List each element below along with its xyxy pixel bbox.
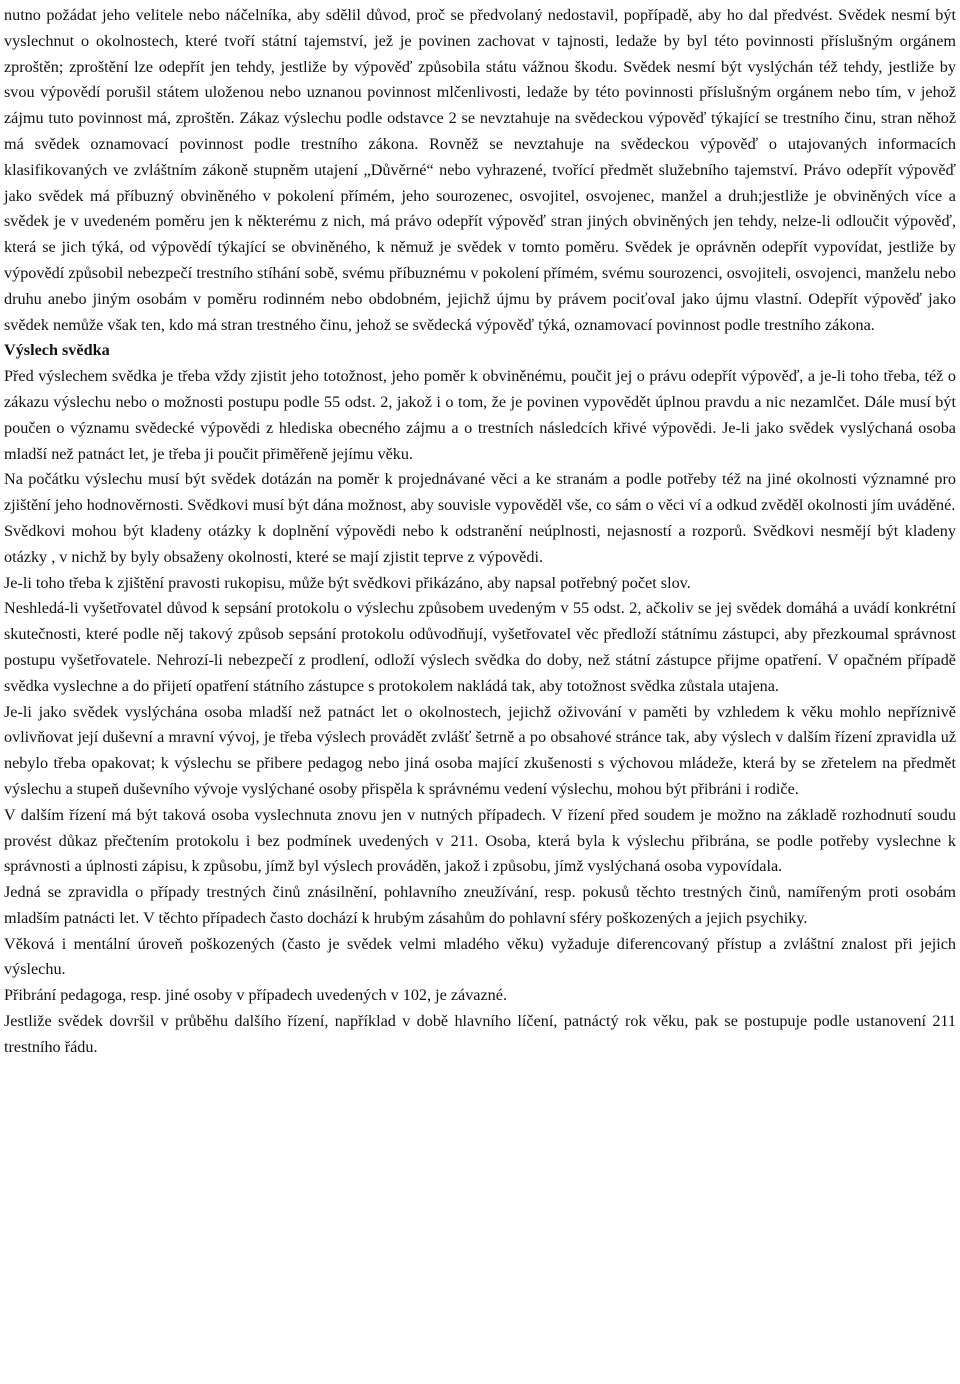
paragraph-handwriting: Je-li toho třeba k zjištění pravosti rukopisu, může být svědkovi přikázáno, aby napsal potřebný počet slov. xyxy=(4,573,691,592)
paragraph-age-fifteen: Jestliže svědek dovršil v průběhu dalšího řízení, například v době hlavního líčení, patnáctý rok věku, pak se postupuje podle ustanovení 211 trestního řádu. xyxy=(4,1012,956,1056)
paragraph-witness-duties: nutno požádat jeho velitele nebo náčelníka, aby sdělil důvod, proč se předvolaný nedostavil, popřípadě, aby ho dal předvést. Svědek nesmí být vyslechnut o okolnostech, které tvoří státní tajemství, jež je povinen zachovat v tajnosti, ledaže by byl této povinnosti příslušným orgánem zproštěn; zproštění lze odepřít jen tehdy, jestliže by výpověď způsobila státu vážnou škodu. Svědek nesmí být vyslýchán též tehdy, jestliže by svou výpovědí porušil státem uloženou nebo uznanou povinnost mlčenlivosti, ledaže by této povinnosti příslušným orgánem nebo tím, v jehož zájmu tuto povinnost má, zproštěn. Zákaz výslechu podle odstavce 2 se nevztahuje na svědeckou výpověď týkající se trestního činu, stran něhož má svědek oznamovací povinnost podle trestního zákona. Rovněž se nevztahuje na svědeckou výpověď o utajovaných informacích klasifikovaných ve zvláštním zákoně stupněm utajení „Důvěrné“ nebo vyhrazené, tvořící předmět služebního tajemství. Právo odepřít výpověď jako svědek má příbuzný obviněného v pokolení přímém, jeho sourozenec, osvojitel, osvojenec, manžel a druh;jestliže je obviněných více a svědek je v uvedeném poměru jen k některému z nich, má právo odepřít výpověď stran jiných obviněných jen tehdy, nelze-li odloučit výpověď, která se jich týká, od výpovědí týkající se obviněného, k němuž je svědek v tomto poměru. Svědek je oprávněn odepřít vypovídat, jestliže by výpovědí způsobil nebezpečí trestního stíhání sobě, svému příbuznému v pokolení přímém, svému sourozenci, osvojiteli, osvojenci, manželu nebo druhu anebo jiným osobám v poměru rodinném nebo obdobném, jejichž újmu by právem pociťoval jako újmu vlastní. Odepřít výpověď jako svědek nemůže však ten, kdo má stran trestného činu, jehož se svědecká výpověď týká, oznamovací povinnost podle trestního zákona. xyxy=(4,6,956,334)
paragraph-minor-witness: Je-li jako svědek vyslýchána osoba mladší než patnáct let o okolnostech, jejichž oživování v paměti by vzhledem k věku mohlo nepříznivě ovlivňovat její duševní a mravní vývoj, je třeba výslech provádět zvlášť šetrně a po obsahové stránce tak, aby výslech v dalším řízení zpravidla už nebylo třeba opakovat; k výslechu se přibere pedagog nebo jiná osoba mající zkušenosti s výchovou mládeže, která by se zřetelem na předmět výslechu a stupeň duševního vývoje vyslýchané osoby přispěla k správnému vedení výslechu, mohou být přibráni i rodiče. xyxy=(4,702,956,798)
section-heading: Výslech svědka xyxy=(4,341,110,360)
paragraph-questions: Svědkovi mohou být kladeny otázky k doplnění výpovědi nebo k odstranění neúplnosti, nejasností a rozporů. Svědkovi nesmějí být kladeny otázky , v nichž by byly obsaženy okolnosti, které se mají zjistit teprve z výpovědi. xyxy=(4,521,956,566)
paragraph-protocol: Neshledá-li vyšetřovatel důvod k sepsání protokolu o výslechu způsobem uvedeným v 55 odst. 2, ačkoliv se jej svědek domáhá a uvádí konkrétní skutečnosti, které podle něj takový způsob sepsání protokolu odůvodňují, vyšetřovatel věc předloží státnímu zástupci, aby přezkoumal správnost postupu vyšetřovatele. Nehrozí-li nebezpečí z prodlení, odloží výslech svědka do doby, než státní zástupce přijme opatření. V opačném případě svědka vyslechne a do přijetí opatření státního zástupce s protokolem nakládá tak, aby totožnost svědka zůstala utajena. xyxy=(4,599,956,695)
paragraph-pedagogue: Přibrání pedagoga, resp. jiné osoby v případech uvedených v 102, je závazné. xyxy=(4,986,507,1005)
paragraph-age-level: Věková i mentální úroveň poškozených (často je svědek velmi mladého věku) vyžaduje diferencovaný přístup a zvláštní znalost při jejich výslechu. xyxy=(4,934,956,979)
paragraph-typical-cases: Jedná se zpravidla o případy trestných činů znásilnění, pohlavního zneužívání, resp. pokusů těchto trestných činů, namířeným proti osobám mladším patnácti let. V těchto případech často dochází k hrubým zásahům do pohlavní sféry poškozených a jejich psychiky. xyxy=(4,883,956,927)
paragraph-start-of-hearing: Na počátku výslechu musí být svědek dotázán na poměr k projednávané věci a ke stranám a podle potřeby též na jiné okolnosti významné pro zjištění jeho hodnověrnosti. Svědkovi musí být dána možnost, aby souvisle vypověděl vše, co sám o věci ví a odkud zvěděl okolnosti jím uváděné. xyxy=(4,470,956,515)
paragraph-before-hearing: Před výslechem svědka je třeba vždy zjistit jeho totožnost, jeho poměr k obviněnému, poučit jej o právu odepřít výpověď, a je-li toho třeba, též o zákazu výslechu nebo o možnosti postupu podle 55 odst. 2, jakož i o tom, že je povinen vypovědět úplnou pravdu a nic nezamlčet. Dále musí být poučen o významu svědecké výpovědi z hlediska obecného zájmu a o trestních následcích křivé výpovědi. Je-li jako svědek vyslýchaná osoba mladší než patnáct let, je třeba ji poučit přiměřeně jejímu věku. xyxy=(4,367,956,463)
paragraph-further-proceedings: V dalším řízení má být taková osoba vyslechnuta znovu jen v nutných případech. V řízení před soudem je možno na základě rozhodnutí soudu provést důkaz přečtením protokolu i bez podmínek uvedených v 211. Osoba, která byla k výslechu přibrána, se podle potřeby vyslechne k správnosti a úplnosti zápisu, k způsobu, jímž byl výslech prováděn, jakož i způsobu, jímž vyslýchaná osoba vypovídala. xyxy=(4,805,956,876)
